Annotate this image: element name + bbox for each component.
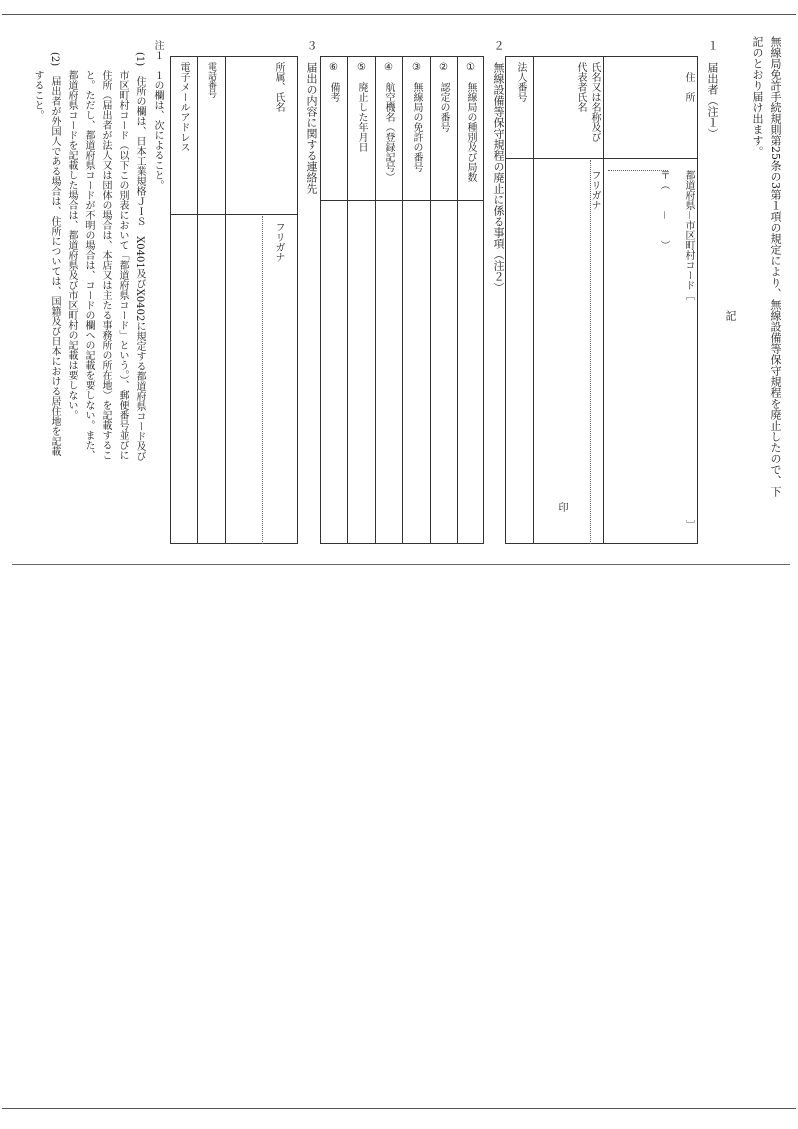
notes-head: 注１ １の欄は、次によること。 — [152, 40, 163, 190]
address-code-close: 〕 — [683, 520, 694, 530]
s3-furigana-dotted — [262, 216, 263, 544]
note-1-line-1: (1) 住所の欄は、日本工業規格ＪＩＳ X0401及びX0402に規定する都道府県コード及び — [134, 52, 145, 462]
s1-furigana-dotted — [590, 160, 591, 544]
s2-row-divider-5 — [347, 56, 348, 544]
s2-row-5-num: ⑤ — [356, 62, 367, 73]
name-furigana: フリガナ — [589, 170, 600, 210]
s2-row-4-label: 航空機名（登録記号） — [383, 82, 394, 182]
content-bottom-line — [12, 564, 790, 565]
ki-mark: 記 — [724, 310, 737, 321]
intro-line-2: 記のとおり届け出ます。 — [751, 36, 764, 157]
s3-row-1-label: 所属、氏名 — [273, 62, 284, 112]
section2-heading: ２ 無線設備等保守規程の廃止に係る事項（注２） — [492, 40, 505, 293]
s2-row-3-label: 無線局の免許の番号 — [411, 82, 422, 172]
s3-row-3-label: 電子メールアドレス — [178, 62, 189, 152]
s1-row-divider-1 — [603, 56, 604, 544]
s2-row-1-label: 無線局の種別及び局数 — [465, 82, 476, 182]
s3-row-divider-1 — [225, 56, 226, 544]
s1-label-divider — [505, 158, 698, 159]
note-1-line-2: 市区町村コード（以下この別表において「都道府県コード」という。）、郵便番号並びに — [117, 70, 128, 460]
address-label: 住 所 — [683, 72, 694, 102]
s2-row-divider-2 — [430, 56, 431, 544]
s2-row-divider-3 — [402, 56, 403, 544]
note-1-line-3: 住所（届出者が法人又は団体の場合は、本店又は主たる事務所の所在地）を記載するこ — [100, 70, 111, 460]
corp-number-label: 法人番号 — [515, 62, 526, 102]
s3-row-2-label: 電話番号 — [206, 62, 216, 98]
intro-line-1: 無線局免許手続規則第25条の3第１項の規定により、無線設備等保守規程を廃止したので、下 — [769, 36, 782, 497]
note-1-line-4: と。ただし、都道府県コードが不明の場合は、コードの欄への記載を要しない。また、 — [83, 70, 94, 460]
s2-row-4-num: ④ — [383, 62, 394, 73]
s2-row-6-num: ⑥ — [328, 62, 339, 73]
section3-heading: ３ 届出の内容に関する連絡先 — [305, 40, 318, 194]
name-label-1: 氏名又は名称及び — [589, 62, 600, 142]
s2-row-2-num: ② — [438, 62, 449, 73]
bottom-border-line — [2, 1108, 796, 1109]
section1-heading: １ 届出者（注１） — [706, 40, 719, 139]
section3-table — [170, 56, 298, 544]
s3-label-divider — [170, 214, 298, 215]
s2-row-6-label: 備考 — [328, 82, 339, 102]
s2-row-1-num: ① — [465, 62, 476, 73]
name-label-2: 代表者氏名 — [575, 62, 586, 112]
seal-mark: 印 — [556, 502, 567, 512]
s3-row-divider-2 — [197, 56, 198, 544]
note-2-line-1: (2) 届出者が外国人である場合は、住所については、国籍及び日本における居住地を記載 — [49, 52, 60, 457]
s1-row-divider-2 — [533, 56, 534, 544]
postal-code: 〒（ － ） — [658, 170, 669, 250]
note-1-line-5: 都道府県コードを記載した場合は、都道府県及び市区町村の記載は要しない。 — [66, 70, 77, 420]
note-2-line-2: すること。 — [32, 70, 43, 120]
s3-row-1-furigana: フリガナ — [273, 222, 284, 262]
address-code: 都道府県－市区町村コード〔 — [683, 170, 694, 300]
s2-row-3-num: ③ — [411, 62, 422, 73]
top-border-line — [2, 14, 796, 15]
s2-row-divider-1 — [457, 56, 458, 544]
s2-row-divider-4 — [375, 56, 376, 544]
s2-row-2-label: 認定の番号 — [438, 82, 449, 132]
s2-row-5-label: 廃止した年月日 — [356, 82, 367, 152]
